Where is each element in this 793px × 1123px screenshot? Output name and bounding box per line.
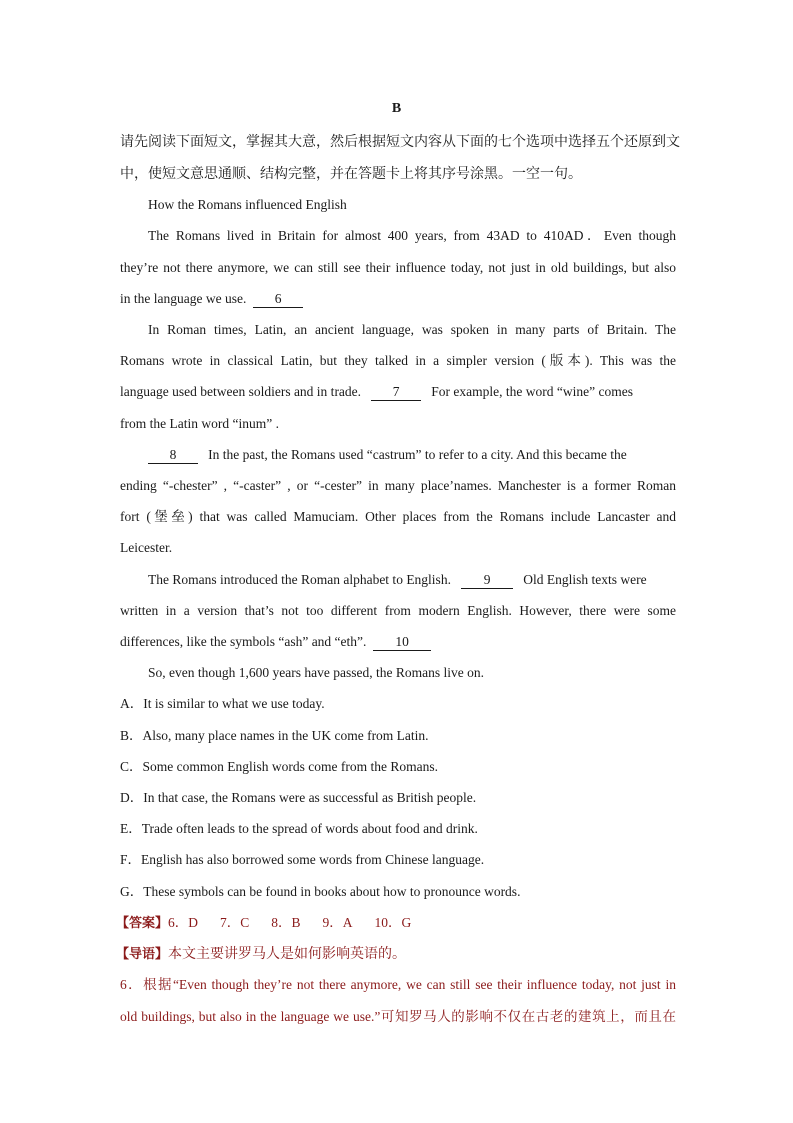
- p1-line-2: they’re not there anymore, we can still see their influence today, not just in old buildings, but also: [120, 260, 676, 275]
- explanation-line-1: 6．根据“Even though they’re not there anymore, we can still see their influence today, not just in: [120, 977, 676, 992]
- p2-line-4: from the Latin word “inum” .: [120, 416, 279, 431]
- option-e: E．Trade often leads to the spread of words about food and drink.: [120, 821, 478, 836]
- p2-line-3-text: language used between soldiers and in trade.: [120, 384, 362, 399]
- p4-line-1-after: Old English texts were: [523, 572, 647, 587]
- p1-line-3-text: in the language we use.: [120, 291, 247, 306]
- blank-9: 9: [461, 572, 513, 589]
- p4-line-1: [148, 570, 676, 590]
- instructions-line-2: 中，使短文意思通顺、结构完整，并在答题卡上将其序号涂黑。一空一句。: [120, 166, 582, 182]
- p4-line-2: written in a version that’s not too different from modern English. However, there were some: [120, 603, 676, 618]
- option-c: C．Some common English words come from the Romans.: [120, 759, 438, 774]
- section-title: B: [391, 101, 402, 116]
- blank-7: 7: [371, 384, 421, 401]
- p1-line-3: [120, 289, 676, 309]
- p3-line-1: [148, 445, 676, 465]
- option-b: B．Also, many place names in the UK come from Latin.: [120, 728, 429, 743]
- p4-line-1-text: The Romans introduced the Roman alphabet to English.: [148, 572, 451, 587]
- answer-9: 9．A: [322, 915, 353, 930]
- guide-text: 本文主要讲罗马人是如何影响英语的。: [168, 946, 407, 962]
- p3-line-4: Leicester.: [120, 540, 173, 555]
- answer-7: 7．C: [220, 915, 250, 930]
- guide-label: 【导语】: [116, 947, 169, 962]
- option-g: G．These symbols can be found in books about how to pronounce words.: [120, 884, 521, 899]
- guide-line: [116, 944, 672, 965]
- p1-line-1: The Romans lived in Britain for almost 400 years, from 43AD to 410AD．Even though: [148, 228, 676, 243]
- option-d: D．In that case, the Romans were as successful as British people.: [120, 790, 477, 805]
- passage-title: How the Romans influenced English: [148, 197, 347, 212]
- answer-line: [116, 913, 672, 934]
- answer-8: 8．B: [271, 915, 301, 930]
- p2-line-3: [120, 382, 676, 402]
- p5-line: So, even though 1,600 years have passed, the Romans live on.: [148, 665, 484, 680]
- blank-6: 6: [253, 291, 303, 308]
- answer-10: 10．G: [374, 915, 412, 930]
- p2-line-3-after: For example, the word “wine” comes: [431, 384, 633, 399]
- explanation-line-2: old buildings, but also in the language we use.”可知罗马人的影响不仅在古老的建筑上，而且在: [120, 1009, 676, 1024]
- answer-6: 6．D: [168, 915, 199, 930]
- blank-8: 8: [148, 447, 198, 464]
- instructions-line-1: 请先阅读下面短文，掌握其大意，然后根据短文内容从下面的七个选项中选择五个还原到文: [120, 134, 680, 150]
- answer-label: 【答案】: [116, 916, 169, 931]
- blank-10: 10: [373, 634, 431, 651]
- p4-line-3-text: differences, like the symbols “ash” and “eth”.: [120, 634, 367, 649]
- p3-line-2: ending “-chester” , “-caster” , or “-cester” in many place’names. Manchester is a former Roman: [120, 478, 676, 493]
- p3-line-3: fort (堡垒) that was called Mamuciam. Other places from the Romans include Lancaster and: [120, 509, 676, 524]
- option-f: F．English has also borrowed some words from Chinese language.: [120, 852, 485, 867]
- p2-line-2: Romans wrote in classical Latin, but they talked in a simpler version (版本). This was the: [120, 353, 676, 368]
- p3-line-1-after: In the past, the Romans used “castrum” to refer to a city. And this became the: [208, 447, 627, 462]
- p2-line-1: In Roman times, Latin, an ancient language, was spoken in many parts of Britain. The: [148, 322, 676, 337]
- option-a: A．It is similar to what we use today.: [120, 696, 325, 711]
- p4-line-3: [120, 632, 676, 652]
